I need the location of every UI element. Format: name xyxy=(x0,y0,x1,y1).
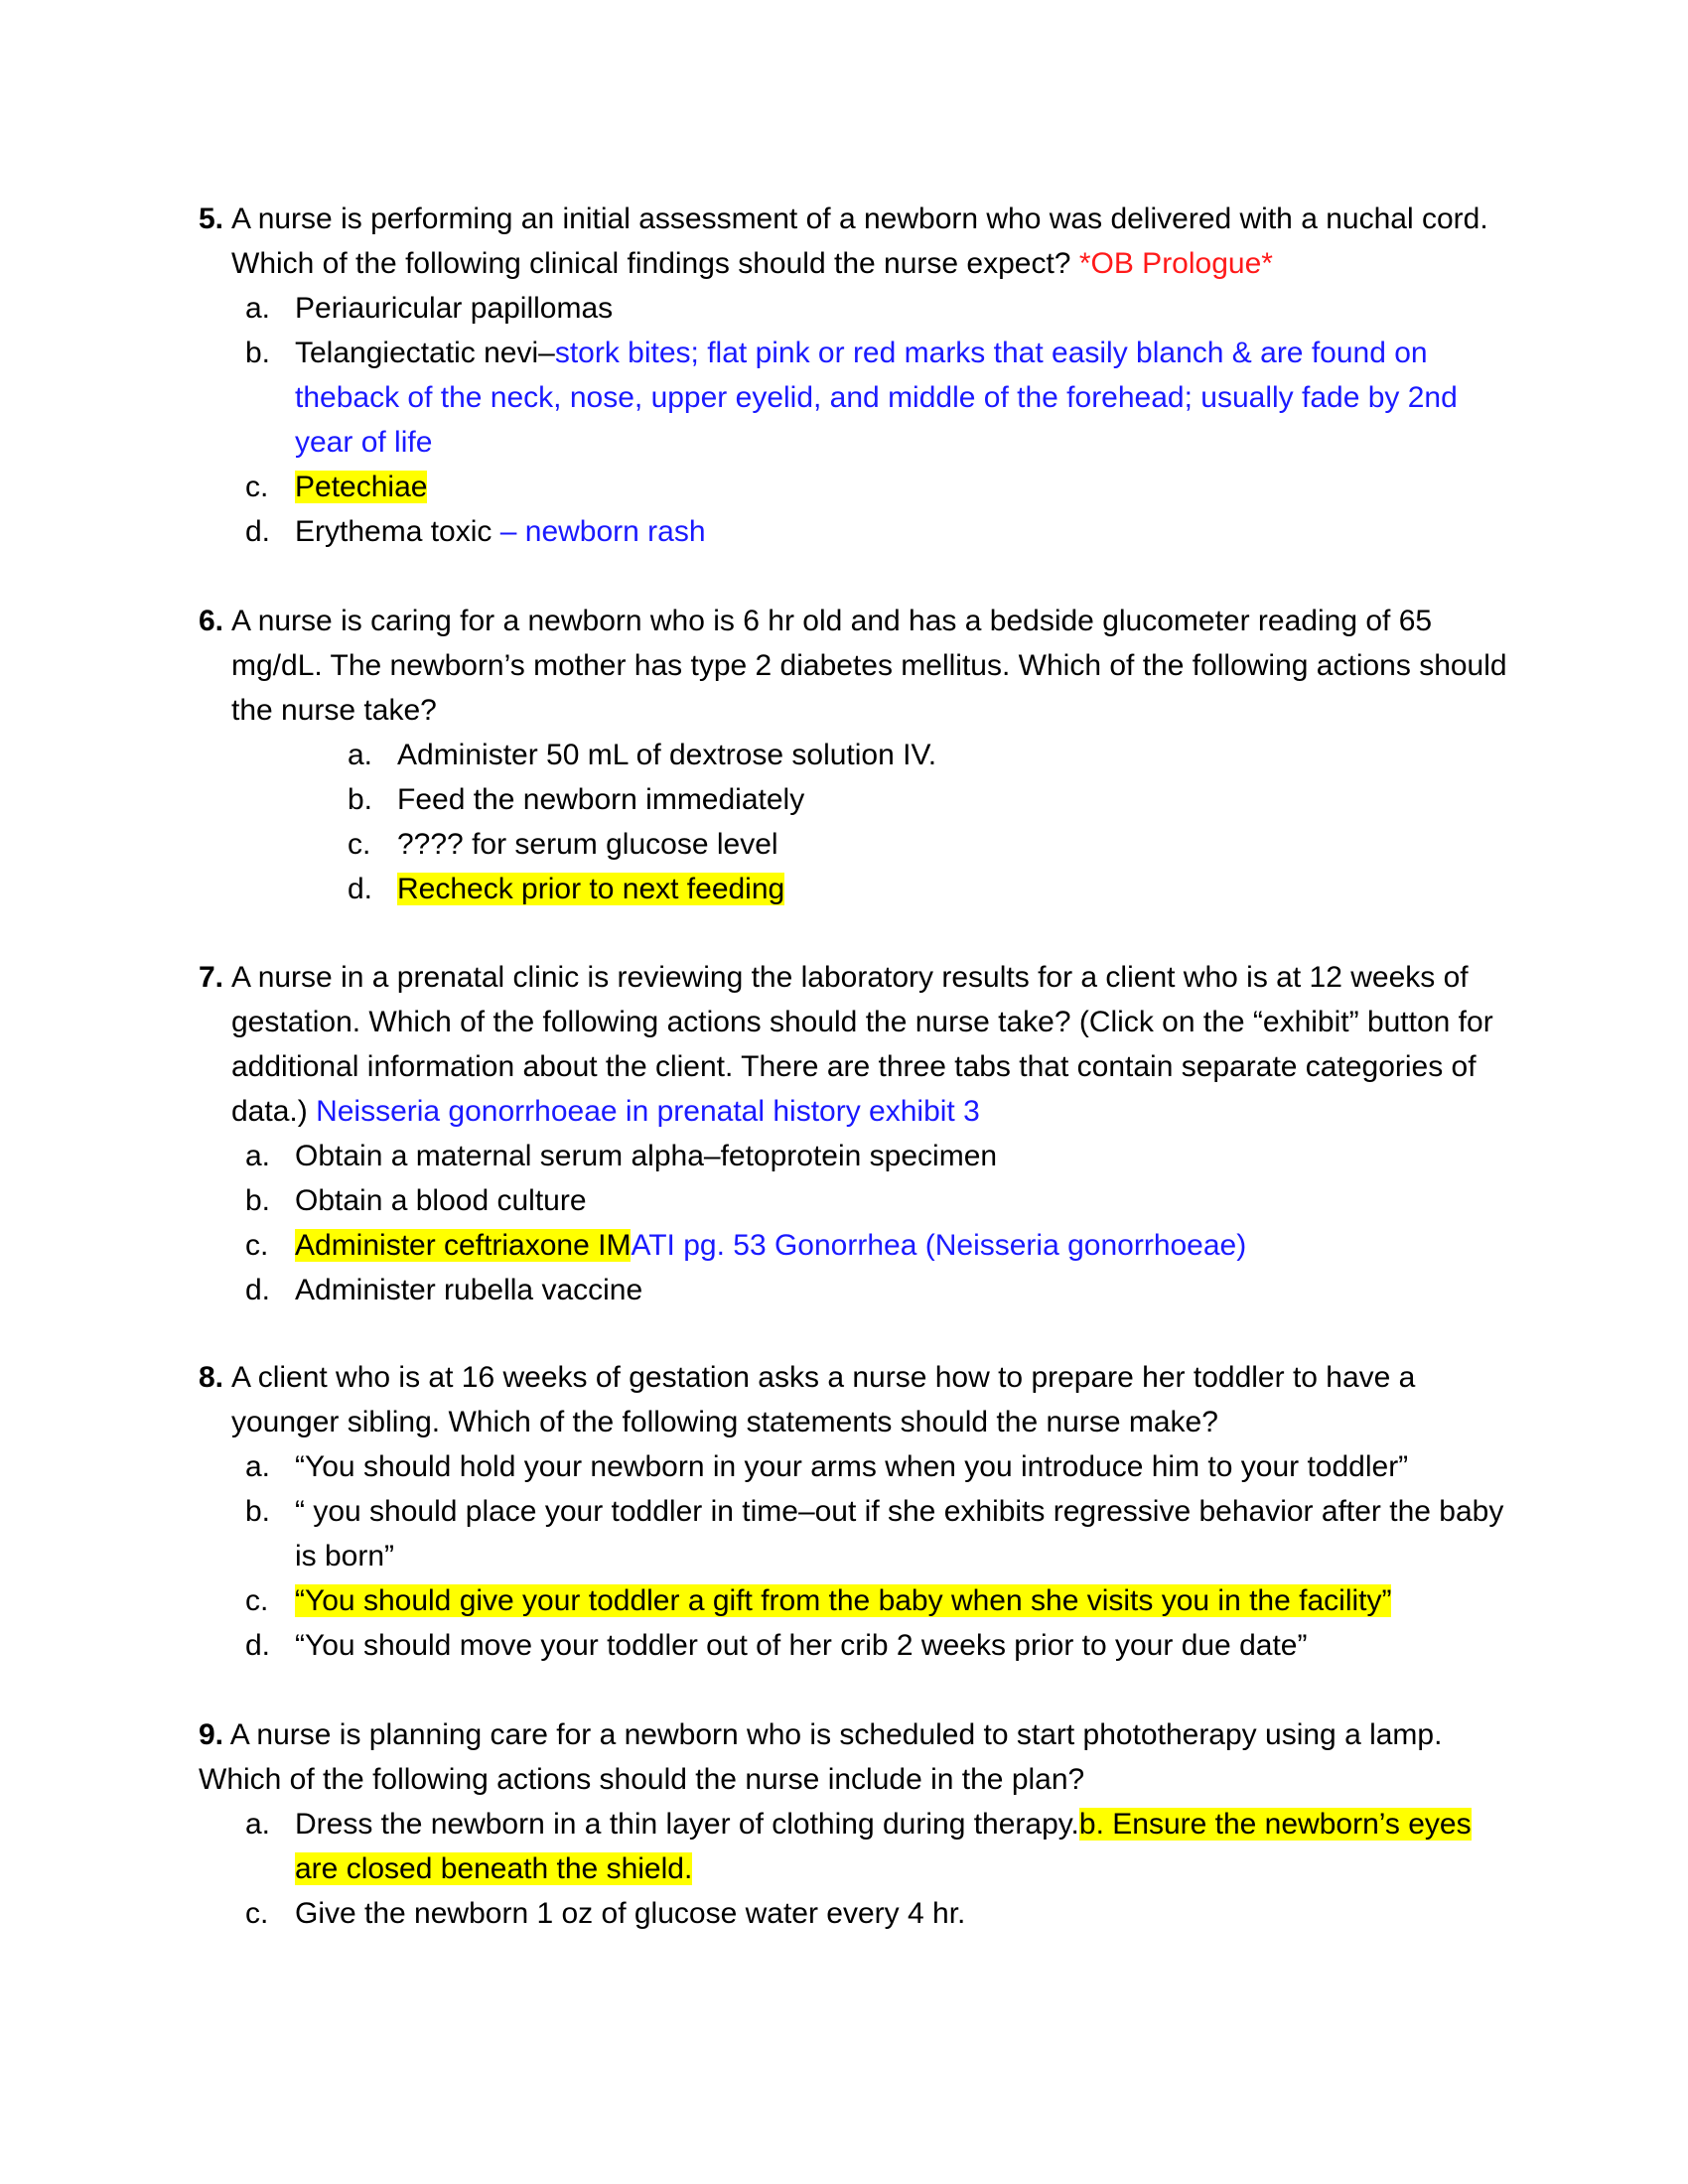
answer-option-b xyxy=(199,1178,1509,1223)
question-stem: A nurse is performing an initial assessment of a newborn who was delivered with a nuchal cord. Which of the following clinical findings should the nurse expect? xyxy=(231,203,1488,280)
option-text: Dress the newborn in a thin layer of clothing during therapy. xyxy=(295,1808,1079,1841)
option-letter: a. xyxy=(245,292,271,325)
option-text-highlighted: Recheck prior to next feeding xyxy=(397,873,785,905)
option-letter: a. xyxy=(348,739,373,771)
option-text: Administer 50 mL of dextrose solution IV. xyxy=(397,739,937,771)
question-8 xyxy=(199,1355,1509,1668)
option-letter: a. xyxy=(245,1450,271,1483)
option-annotation: – newborn rash xyxy=(499,515,706,548)
option-text: Give the newborn 1 oz of glucose water every 4 hr. xyxy=(295,1897,966,1930)
question-5 xyxy=(199,197,1509,554)
answer-option-c xyxy=(199,1578,1509,1623)
answer-options xyxy=(199,1134,1509,1312)
question-stem: A nurse is planning care for a newborn who is scheduled to start phototherapy using a lamp. Which of the following actions should the nurse include in the plan? xyxy=(199,1718,1443,1796)
answer-option-a xyxy=(199,286,1509,331)
question-number: 8. xyxy=(199,1361,224,1394)
option-letter: c. xyxy=(245,1584,269,1617)
option-text: Obtain a maternal serum alpha–fetoprotein specimen xyxy=(295,1140,998,1172)
answer-option-a xyxy=(199,1444,1509,1489)
option-annotation: ATI pg. 53 Gonorrhea (Neisseria gonorrhoeae) xyxy=(631,1229,1247,1262)
option-letter: b. xyxy=(245,337,271,369)
option-text: “You should hold your newborn in your arms when you introduce him to your toddler” xyxy=(295,1450,1409,1483)
answer-option-d xyxy=(199,867,1509,911)
option-text-highlighted: b. Ensure the newborn’s eyes are closed beneath the shield. xyxy=(295,1808,1472,1885)
answer-option-b xyxy=(199,777,1509,822)
question-number: 9. xyxy=(199,1718,224,1751)
option-letter: d. xyxy=(245,1274,271,1306)
source-note: *OB Prologue* xyxy=(1078,247,1273,280)
option-letter: d. xyxy=(245,1629,271,1662)
option-letter: d. xyxy=(245,515,271,548)
stem-annotation: Neisseria gonorrhoeae in prenatal history exhibit 3 xyxy=(316,1095,980,1128)
option-letter: b. xyxy=(245,1184,271,1217)
answer-option-a xyxy=(199,1134,1509,1178)
option-letter: c. xyxy=(245,1229,269,1262)
option-text-highlighted: Petechiae xyxy=(295,471,428,503)
question-9-text xyxy=(199,1712,1509,1802)
answer-option-c xyxy=(199,465,1509,509)
question-stem: A nurse in a prenatal clinic is reviewing the laboratory results for a client who is at 12 weeks of gestation. Which of the following actions should the nurse take? (Click on the “exhibit” button for additional information about the client. There are three tabs that contain separate categories of data.) xyxy=(231,961,1493,1128)
answer-option-b xyxy=(199,1489,1509,1578)
option-text: Erythema toxic xyxy=(295,515,492,548)
answer-options xyxy=(199,286,1509,554)
answer-option-c xyxy=(199,1891,1509,1936)
option-text: “You should move your toddler out of her crib 2 weeks prior to your due date” xyxy=(295,1629,1308,1662)
answer-option-a xyxy=(199,1802,1509,1891)
option-letter: d. xyxy=(348,873,373,905)
option-text: ???? for serum glucose level xyxy=(397,828,778,861)
answer-option-d xyxy=(199,1623,1509,1668)
question-stem: A nurse is caring for a newborn who is 6 hr old and has a bedside glucometer reading of 65 mg/dL. The newborn’s mother has type 2 diabetes mellitus. Which of the following actions should the nurse take? xyxy=(231,605,1507,727)
option-text: Obtain a blood culture xyxy=(295,1184,587,1217)
option-text: Administer rubella vaccine xyxy=(295,1274,643,1306)
option-text: Feed the newborn immediately xyxy=(397,783,805,816)
option-text-highlighted: “You should give your toddler a gift from the baby when she visits you in the facility” xyxy=(295,1584,1392,1617)
answer-option-c xyxy=(199,1223,1509,1268)
option-letter: a. xyxy=(245,1140,271,1172)
question-number: 6. xyxy=(199,605,224,637)
option-letter: b. xyxy=(348,783,373,816)
option-letter: a. xyxy=(245,1808,271,1841)
option-text: Telangiectatic nevi– xyxy=(295,337,555,369)
question-9 xyxy=(199,1712,1509,1936)
question-number: 7. xyxy=(199,961,224,994)
option-text-highlighted: Administer ceftriaxone IM xyxy=(295,1229,632,1262)
question-8-text xyxy=(199,1355,1509,1444)
question-stem: A client who is at 16 weeks of gestation asks a nurse how to prepare her toddler to have a younger sibling. Which of the following statements should the nurse make? xyxy=(231,1361,1416,1438)
option-letter: b. xyxy=(245,1495,271,1528)
answer-options xyxy=(199,1444,1509,1668)
answer-options xyxy=(199,733,1509,911)
answer-option-d xyxy=(199,1268,1509,1312)
answer-option-c xyxy=(199,822,1509,867)
answer-option-b xyxy=(199,331,1509,465)
answer-options xyxy=(199,1802,1509,1936)
option-text: Periauricular papillomas xyxy=(295,292,614,325)
question-7-text xyxy=(199,955,1509,1134)
option-text: “ you should place your toddler in time–out if she exhibits regressive behavior after the baby is born” xyxy=(295,1495,1504,1572)
option-letter: c. xyxy=(245,1897,269,1930)
answer-option-d xyxy=(199,509,1509,554)
question-6-text xyxy=(199,599,1509,733)
question-6 xyxy=(199,599,1509,911)
option-letter: c. xyxy=(245,471,269,503)
question-5-text xyxy=(199,197,1509,286)
option-letter: c. xyxy=(348,828,371,861)
question-7 xyxy=(199,955,1509,1312)
question-number: 5. xyxy=(199,203,224,235)
answer-option-a xyxy=(199,733,1509,777)
option-annotation: stork bites; flat pink or red marks that easily blanch & are found on theback of the neck, nose, upper eyelid, and middle of the forehead; usually fade by 2nd year of life xyxy=(295,337,1458,459)
